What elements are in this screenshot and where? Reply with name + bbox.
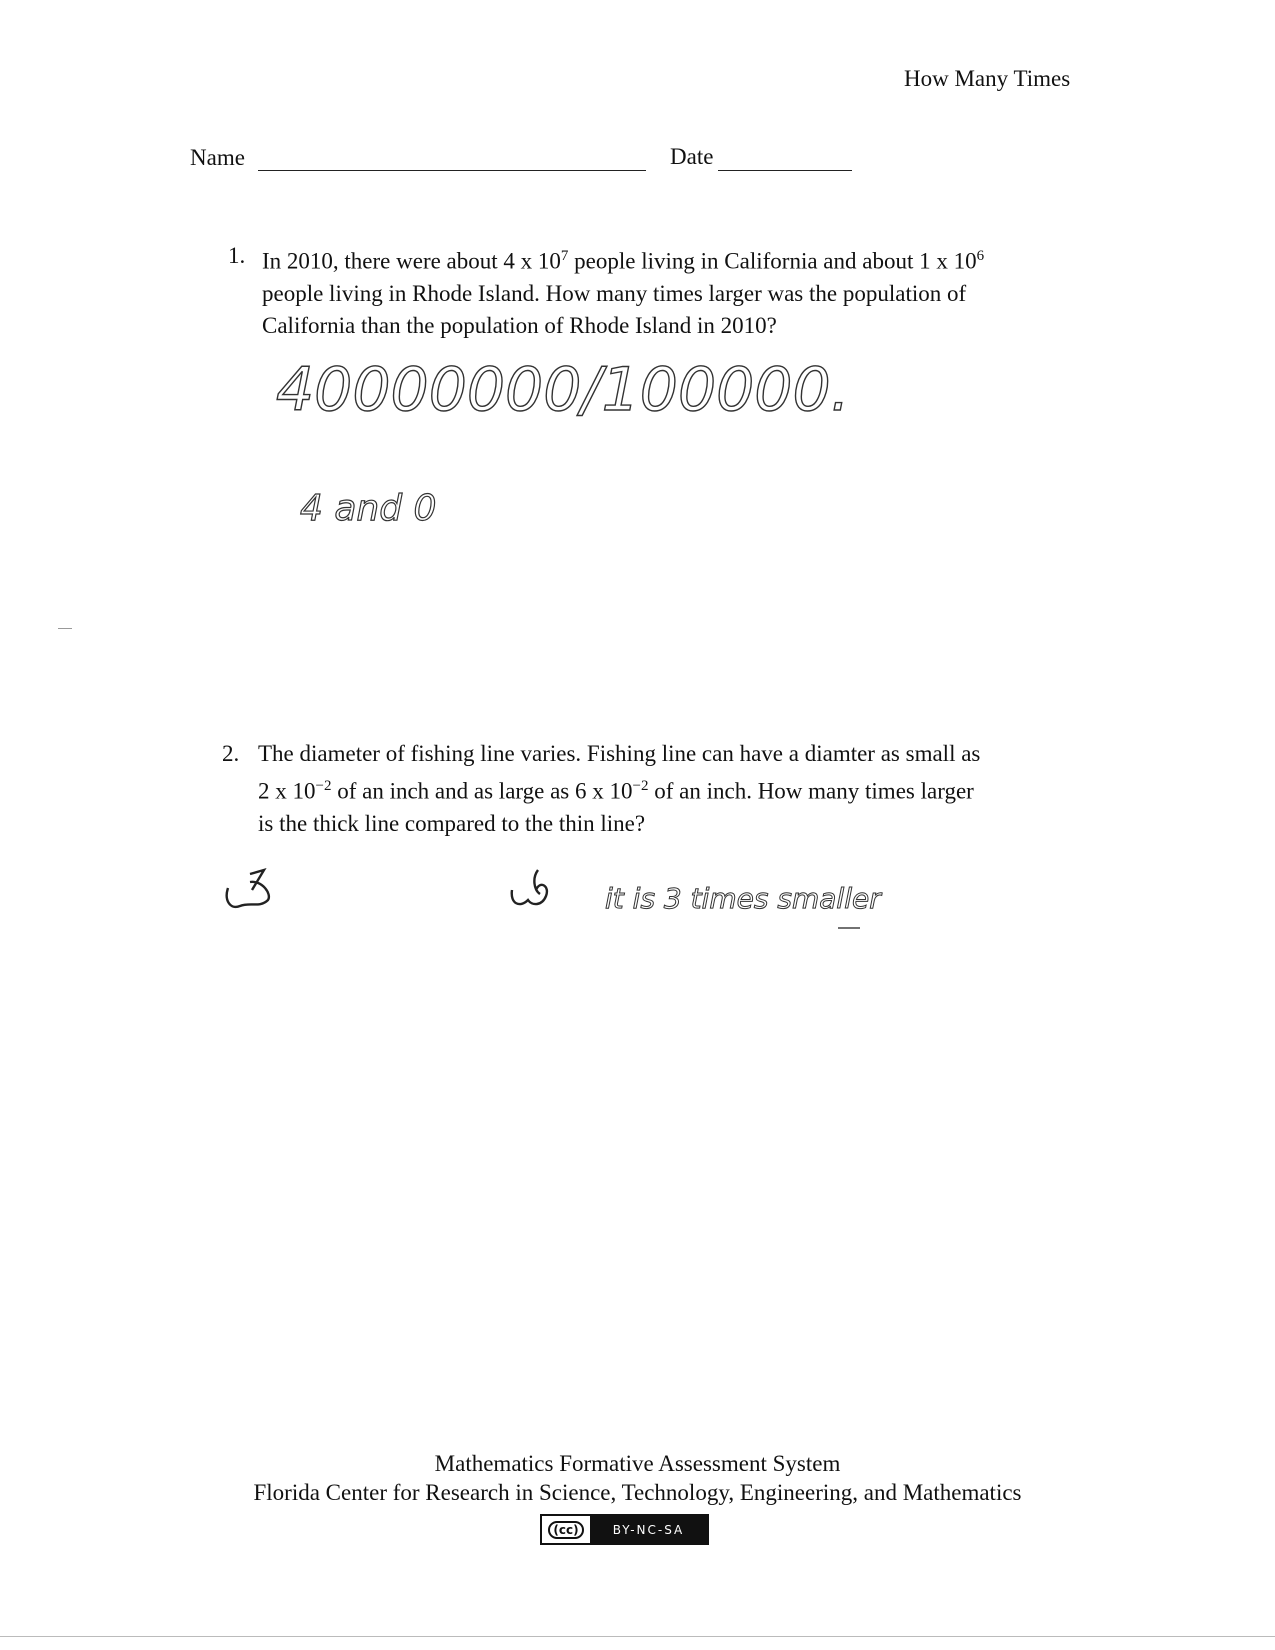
license-text: BY-NC-SA bbox=[590, 1516, 707, 1543]
cc-mark: (cc) bbox=[548, 1521, 583, 1539]
footer-line-2: Florida Center for Research in Science, Technology, Engineering, and Mathematics bbox=[253, 1480, 1022, 1505]
question-line bbox=[262, 240, 1062, 278]
license-badge bbox=[540, 1514, 709, 1545]
exponent: 6 bbox=[976, 248, 985, 264]
text-run: 2 x 10 bbox=[258, 778, 316, 804]
name-blank-line bbox=[258, 170, 646, 171]
question-text bbox=[262, 240, 1062, 342]
question-number: 1. bbox=[228, 243, 246, 268]
question-line bbox=[258, 770, 1058, 808]
question-line: people living in Rhode Island. How many times larger was the population of bbox=[262, 280, 967, 306]
question-number: 2. bbox=[222, 741, 240, 766]
worksheet-title: How Many Times bbox=[904, 66, 1071, 91]
scan-artifact bbox=[58, 628, 72, 629]
handwritten-note: 4 and 0 bbox=[300, 488, 437, 529]
footer-line-1: Mathematics Formative Assessment System bbox=[434, 1451, 841, 1476]
date-label: Date bbox=[670, 144, 714, 169]
handwritten-answer-1 bbox=[270, 340, 870, 570]
exponent: −2 bbox=[632, 778, 649, 794]
cc-icon bbox=[542, 1516, 590, 1543]
handwritten-sentence: it is 3 times smaller bbox=[605, 882, 881, 915]
question-line: California than the population of Rhode Island in 2010? bbox=[262, 312, 777, 338]
exponent: −2 bbox=[315, 778, 332, 794]
name-label: Name bbox=[190, 145, 245, 170]
scan-edge-line bbox=[0, 1636, 1275, 1637]
date-blank-line bbox=[718, 170, 852, 171]
text-run: people living in California and about 1 x 10 bbox=[568, 248, 977, 274]
exponent: 7 bbox=[560, 248, 569, 264]
handwritten-division: 40000000/100000. bbox=[276, 355, 850, 425]
question-text bbox=[258, 738, 1058, 840]
question-line: The diameter of fishing line varies. Fishing line can have a diamter as small as bbox=[258, 741, 981, 766]
handwritten-answer-2 bbox=[220, 860, 980, 940]
text-run: In 2010, there were about 4 x 10 bbox=[262, 248, 561, 274]
handwritten-scribble bbox=[512, 870, 547, 904]
text-run: of an inch. How many times larger bbox=[648, 778, 974, 804]
text-run: of an inch and as large as 6 x 10 bbox=[331, 778, 633, 804]
handwritten-scribble bbox=[227, 870, 269, 907]
question-line: is the thick line compared to the thin line? bbox=[258, 810, 646, 836]
